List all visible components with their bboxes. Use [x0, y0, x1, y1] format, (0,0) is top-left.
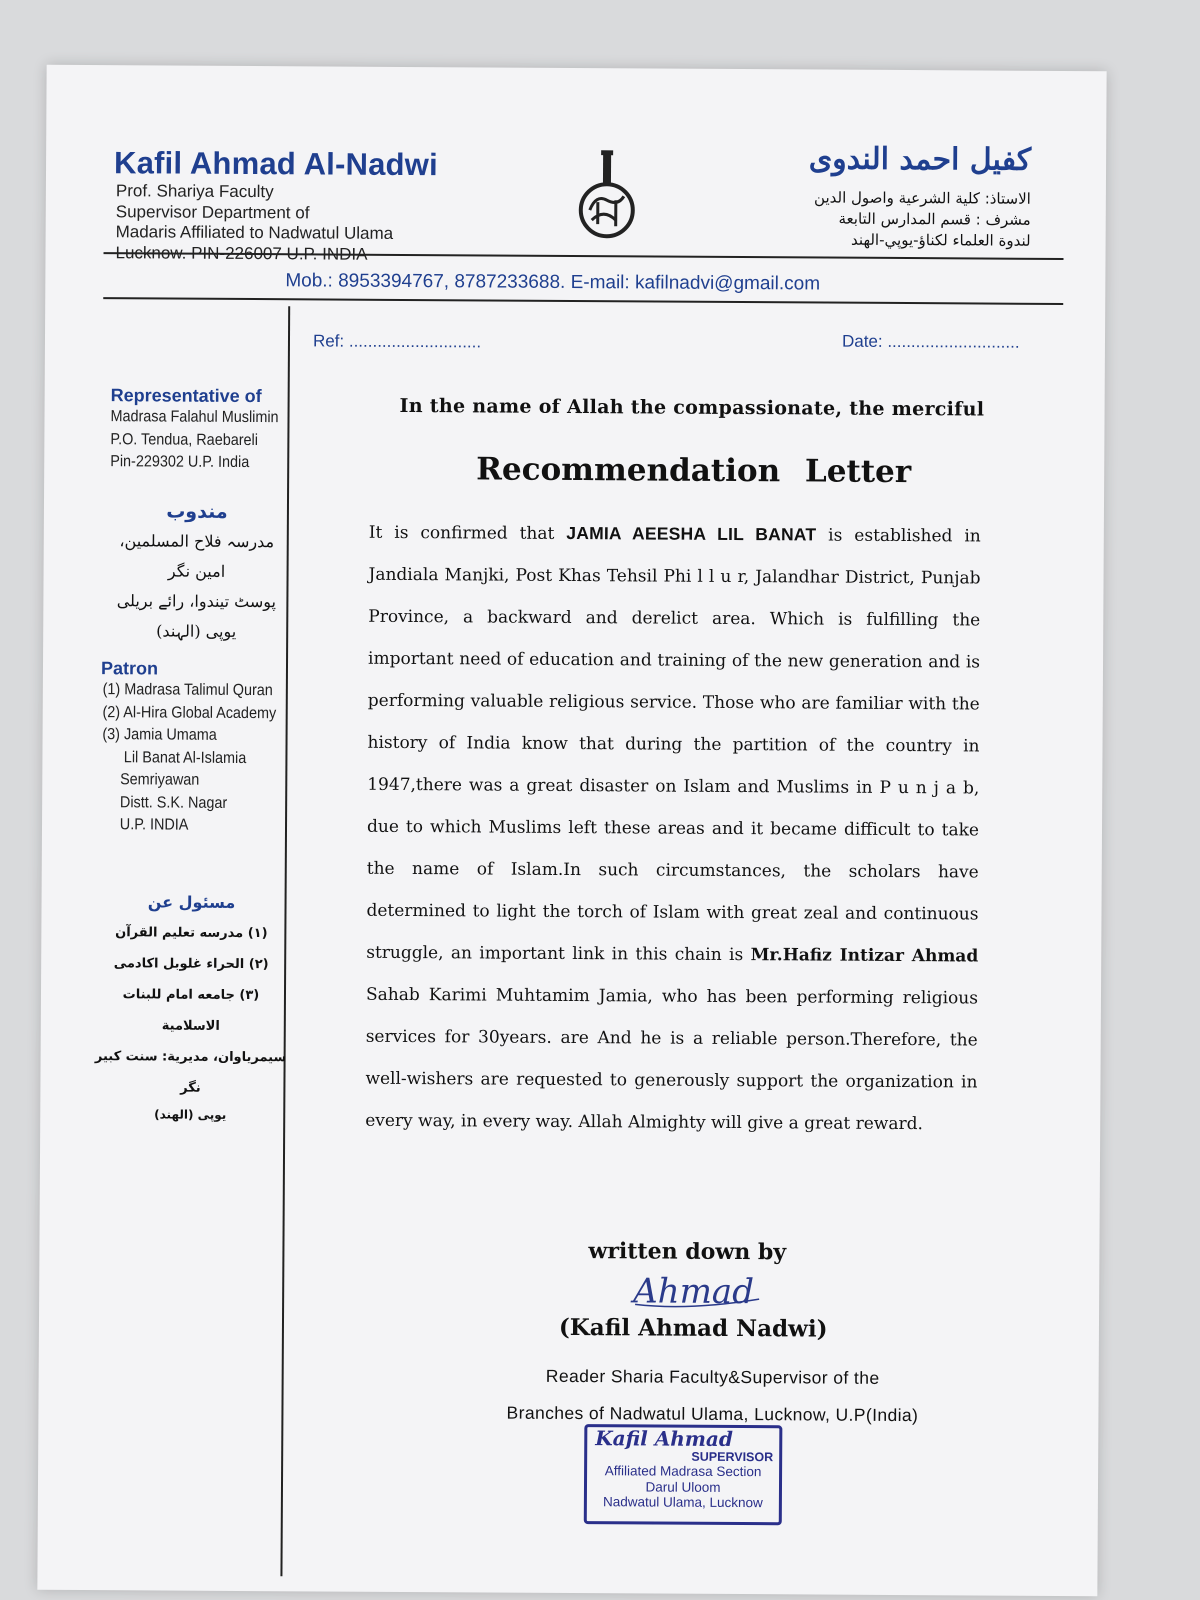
letterhead-title-arabic	[814, 187, 1031, 251]
responsible-line: سيمرياوان، مديرية: سنت كبير نگر	[94, 1049, 287, 1096]
patron-line: (2) Al-Hira Global Academy	[102, 703, 277, 722]
representative-urdu-line: یوپی (الہند)	[156, 621, 237, 641]
stamp-role: SUPERVISOR	[691, 1449, 774, 1465]
patron-line: (3) Jamia Umama	[102, 726, 217, 744]
designation-line: Branches of Nadwatul Ulama, Lucknow, U.P(India)	[506, 1402, 919, 1426]
header-rule-bottom	[103, 297, 1063, 305]
representative-urdu-line: مدرسہ فلاح المسلمین، امین نگر	[119, 531, 275, 581]
signature-text: Ahmad	[633, 1271, 755, 1313]
representative-heading: Representative of	[110, 385, 262, 407]
representative-line: Pin-229302 U.P. India	[110, 453, 250, 472]
body-part-1: is established in Jandiala Manjki, Post Khas Tehsil Phi l l u r, Jalandhar District, Punjab Province, a backward and derelict area. Which is fulfilling the important need of education and training of the new generation and is performing valuable religious service. Those who are familiar with the history of India know that during the partition of the country in 1947,there was a great disaster on Islam and Muslims in P u n j a b, due to which Muslims left these areas and it became difficult to take the name of Islam.In such circumstances, the scholars have determined to light the torch of Islam with great zeal and continuous struggle, an important link in this chain is	[366, 525, 981, 966]
body-part-2: Sahab Karimi Muhtamim Jamia, who has been performing religious services for 30years. are And he is a reliable person.Therefore, the well-wishers are requested to generously support the organization in every way, in every way. Allah Almighty will give a great reward.	[365, 984, 979, 1135]
letterhead-name: Kafil Ahmad Al-Nadwi	[113, 145, 438, 183]
patron-heading: Patron	[100, 658, 159, 679]
stamp-line: Nadwatul Ulama, Lucknow	[602, 1494, 763, 1511]
arabic-title-line: مشرف : قسم المدارس التابعة	[838, 209, 1031, 229]
signature	[629, 1264, 769, 1315]
patron-subline: U.P. INDIA	[119, 816, 189, 834]
signer-designation	[452, 1357, 972, 1434]
patron-subline: Semriyawan	[120, 771, 200, 789]
representative-urdu-line: پوسٹ تیندوا، رائے بریلی	[116, 591, 277, 612]
ref-field: Ref: ............................	[312, 331, 482, 352]
official-stamp	[584, 1424, 783, 1525]
responsible-line: (١) مدرسه تعليم القرآن	[115, 925, 268, 942]
letterhead-name-arabic: كفيل احمد الندوى	[808, 141, 1032, 178]
designation-line: Reader Sharia Faculty&Supervisor of the	[545, 1365, 880, 1388]
letter-title: Recommendation Letter	[476, 451, 912, 491]
bismillah-line: In the name of Allah the compassionate, the merciful	[399, 394, 985, 421]
date-field: Date: ............................	[841, 331, 1020, 352]
responsible-line: (٣) جامعه امام للبنات الاسلامية	[122, 987, 260, 1034]
patron-subline: Lil Banat Al-Islamia	[123, 748, 247, 767]
subtitle-line: Lucknow. PIN-226007 U.P. INDIA	[115, 242, 368, 264]
representative-urdu-block	[103, 500, 290, 647]
letter-body	[365, 511, 981, 1146]
arabic-title-line: الاستاذ: كلية الشرعية واصول الدين	[814, 188, 1031, 208]
representative-block	[110, 385, 297, 475]
representative-urdu-heading: مندوب	[166, 500, 228, 523]
patron-subline: Distt. S.K. Nagar	[119, 793, 228, 812]
calligraphy-emblem-icon	[576, 150, 639, 242]
responsible-for-block	[92, 892, 289, 1126]
responsible-line: يوپى (الهند)	[154, 1107, 227, 1122]
written-by: written down by	[588, 1238, 787, 1266]
institution-name: JAMIA AEESHA LIL BANAT	[566, 522, 817, 545]
subtitle-line: Madaris Affiliated to Nadwatul Ulama	[115, 222, 394, 243]
contact-line: Mob.: 8953394767, 8787233688. E-mail: kafilnadvi@gmail.com	[285, 270, 821, 295]
responsible-line: (٢) الحراء غلوبل اكادمى	[113, 956, 269, 973]
signer-name: (Kafil Ahmad Nadwi)	[558, 1313, 828, 1343]
patron-line: (1) Madrasa Talimul Quran	[102, 681, 273, 700]
subtitle-line: Prof. Shariya Faculty	[115, 181, 274, 202]
stamp-name: Kafil Ahmad	[595, 1426, 733, 1451]
representative-line: Madrasa Falahul Muslimin	[110, 408, 279, 427]
stamp-line: Darul Uloom	[645, 1479, 721, 1495]
subtitle-line: Supervisor Department of	[115, 201, 310, 222]
responsible-heading: مسئول عن	[147, 892, 236, 912]
representative-line: P.O. Tendua, Raebareli	[110, 430, 259, 449]
arabic-title-line: لندوة العلماء لكناؤ-يوپي-الهند	[851, 230, 1031, 250]
letter-page	[37, 65, 1106, 1596]
patron-block	[100, 658, 296, 838]
person-name: Mr.Hafiz Intizar Ahmad	[750, 945, 979, 967]
stamp-line: Affiliated Madrasa Section	[604, 1463, 762, 1480]
body-intro: It is confirmed that	[368, 522, 567, 544]
